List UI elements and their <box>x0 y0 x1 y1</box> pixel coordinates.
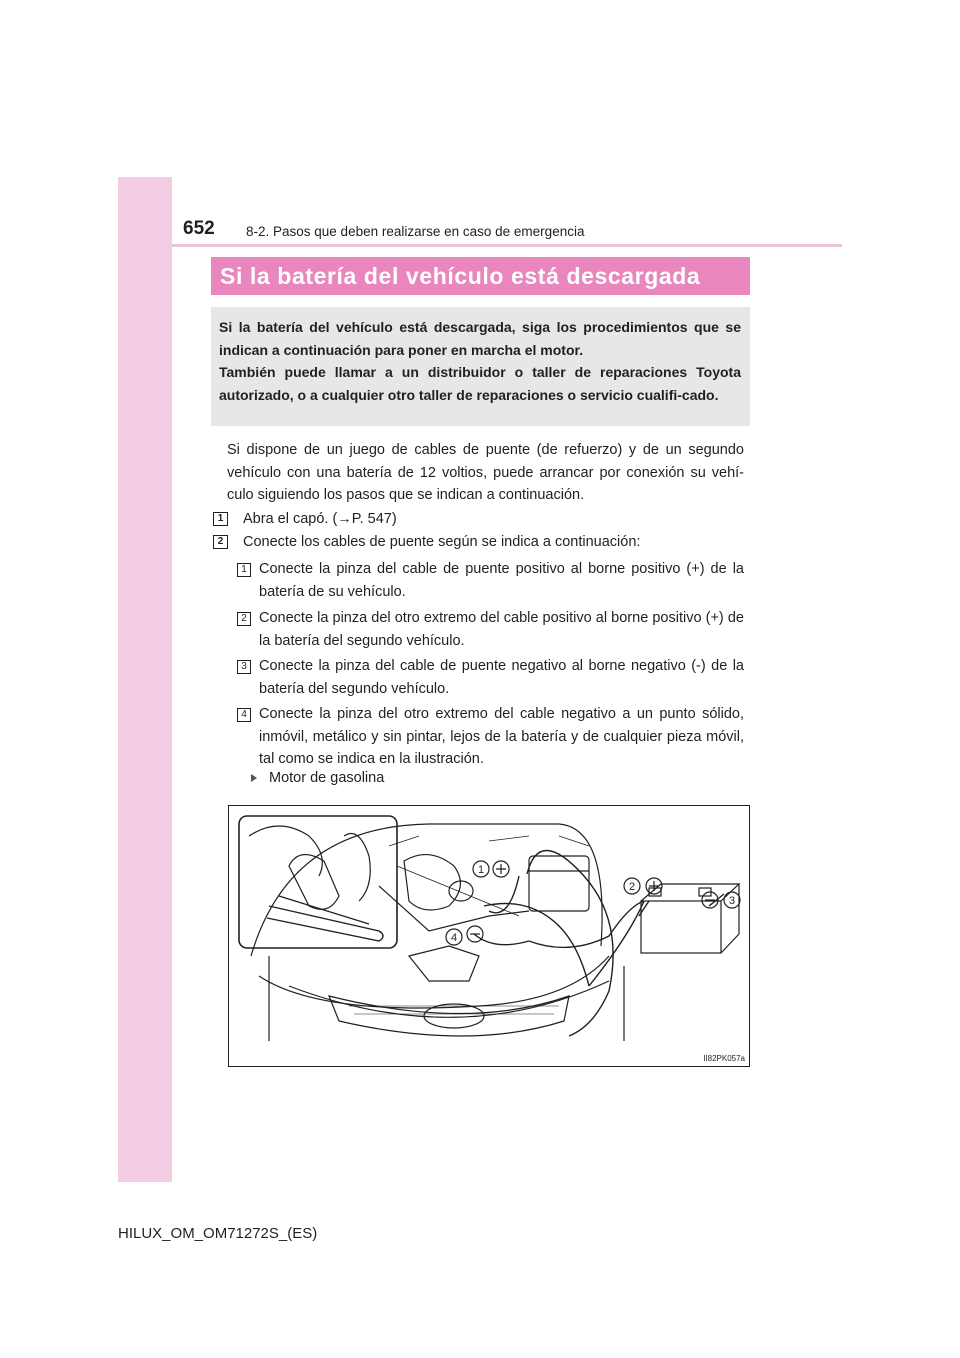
substep-badge-3: 3 <box>237 660 251 674</box>
figure-code: II82PK057a <box>703 1054 745 1063</box>
header-rule <box>172 244 842 247</box>
substep-badge-2: 2 <box>237 612 251 626</box>
callout-2: 2 <box>628 881 636 893</box>
callout-4: 4 <box>450 932 458 944</box>
step-text-2: Conecte los cables de puente según se indica a continuación: <box>243 534 641 550</box>
substep-text-4: Conecte la pinza del otro extremo del cable negativo a un punto sólido, inmóvil, metálico y sin pintar, lejos de la batería y de cualquier pieza móvil, tal como se indica en la ilustración. <box>259 706 744 767</box>
substep-text-3: Conecte la pinza del cable de puente negativo al borne negativo (-) de la batería del segundo vehículo. <box>259 658 744 697</box>
bullet-arrow-icon <box>251 774 257 782</box>
jump-start-illustration <box>228 805 750 1067</box>
step-badge-1: 1 <box>213 512 228 526</box>
intro-paragraph-1: Si la batería del vehículo está descargada, siga los procedimientos que se indican a continuación para poner en marcha el motor. <box>219 319 741 358</box>
intro-box <box>211 307 750 426</box>
bullet-label: Motor de gasolina <box>269 770 385 786</box>
engine-bay-drawing <box>229 806 749 1066</box>
intro-paragraph-2: También puede llamar a un distribuidor o taller de reparaciones Toyota autorizado, o a cualquier otro taller de reparaciones o servicio cualifi-cado. <box>219 364 741 403</box>
callout-3: 3 <box>728 895 736 907</box>
substep-text-2: Conecte la pinza del otro extremo del cable positivo al borne positivo (+) de la batería del segundo vehículo. <box>259 610 744 649</box>
body-paragraph: Si dispone de un juego de cables de puente (de refuerzo) y de un segundo vehículo con una batería de 12 voltios, puede arrancar por conexión su vehí-culo siguiendo los pasos que se indican a continuación. <box>227 442 744 503</box>
chapter-title: 8-2. Pasos que deben realizarse en caso de emergencia <box>246 224 585 239</box>
page-number: 652 <box>183 218 215 239</box>
substep-text-1: Conecte la pinza del cable de puente positivo al borne positivo (+) de la batería de su vehículo. <box>259 561 744 600</box>
footer-document-code: HILUX_OM_OM71272S_(ES) <box>118 1225 318 1242</box>
section-title: Si la batería del vehículo está descargada <box>211 257 750 295</box>
callout-1: 1 <box>477 864 485 876</box>
substep-badge-4: 4 <box>237 708 251 722</box>
substep-badge-1: 1 <box>237 563 251 577</box>
step-badge-2: 2 <box>213 535 228 549</box>
step-text-1[interactable]: Abra el capó. (→P. 547) <box>243 511 397 527</box>
side-tab-band <box>118 177 172 1182</box>
